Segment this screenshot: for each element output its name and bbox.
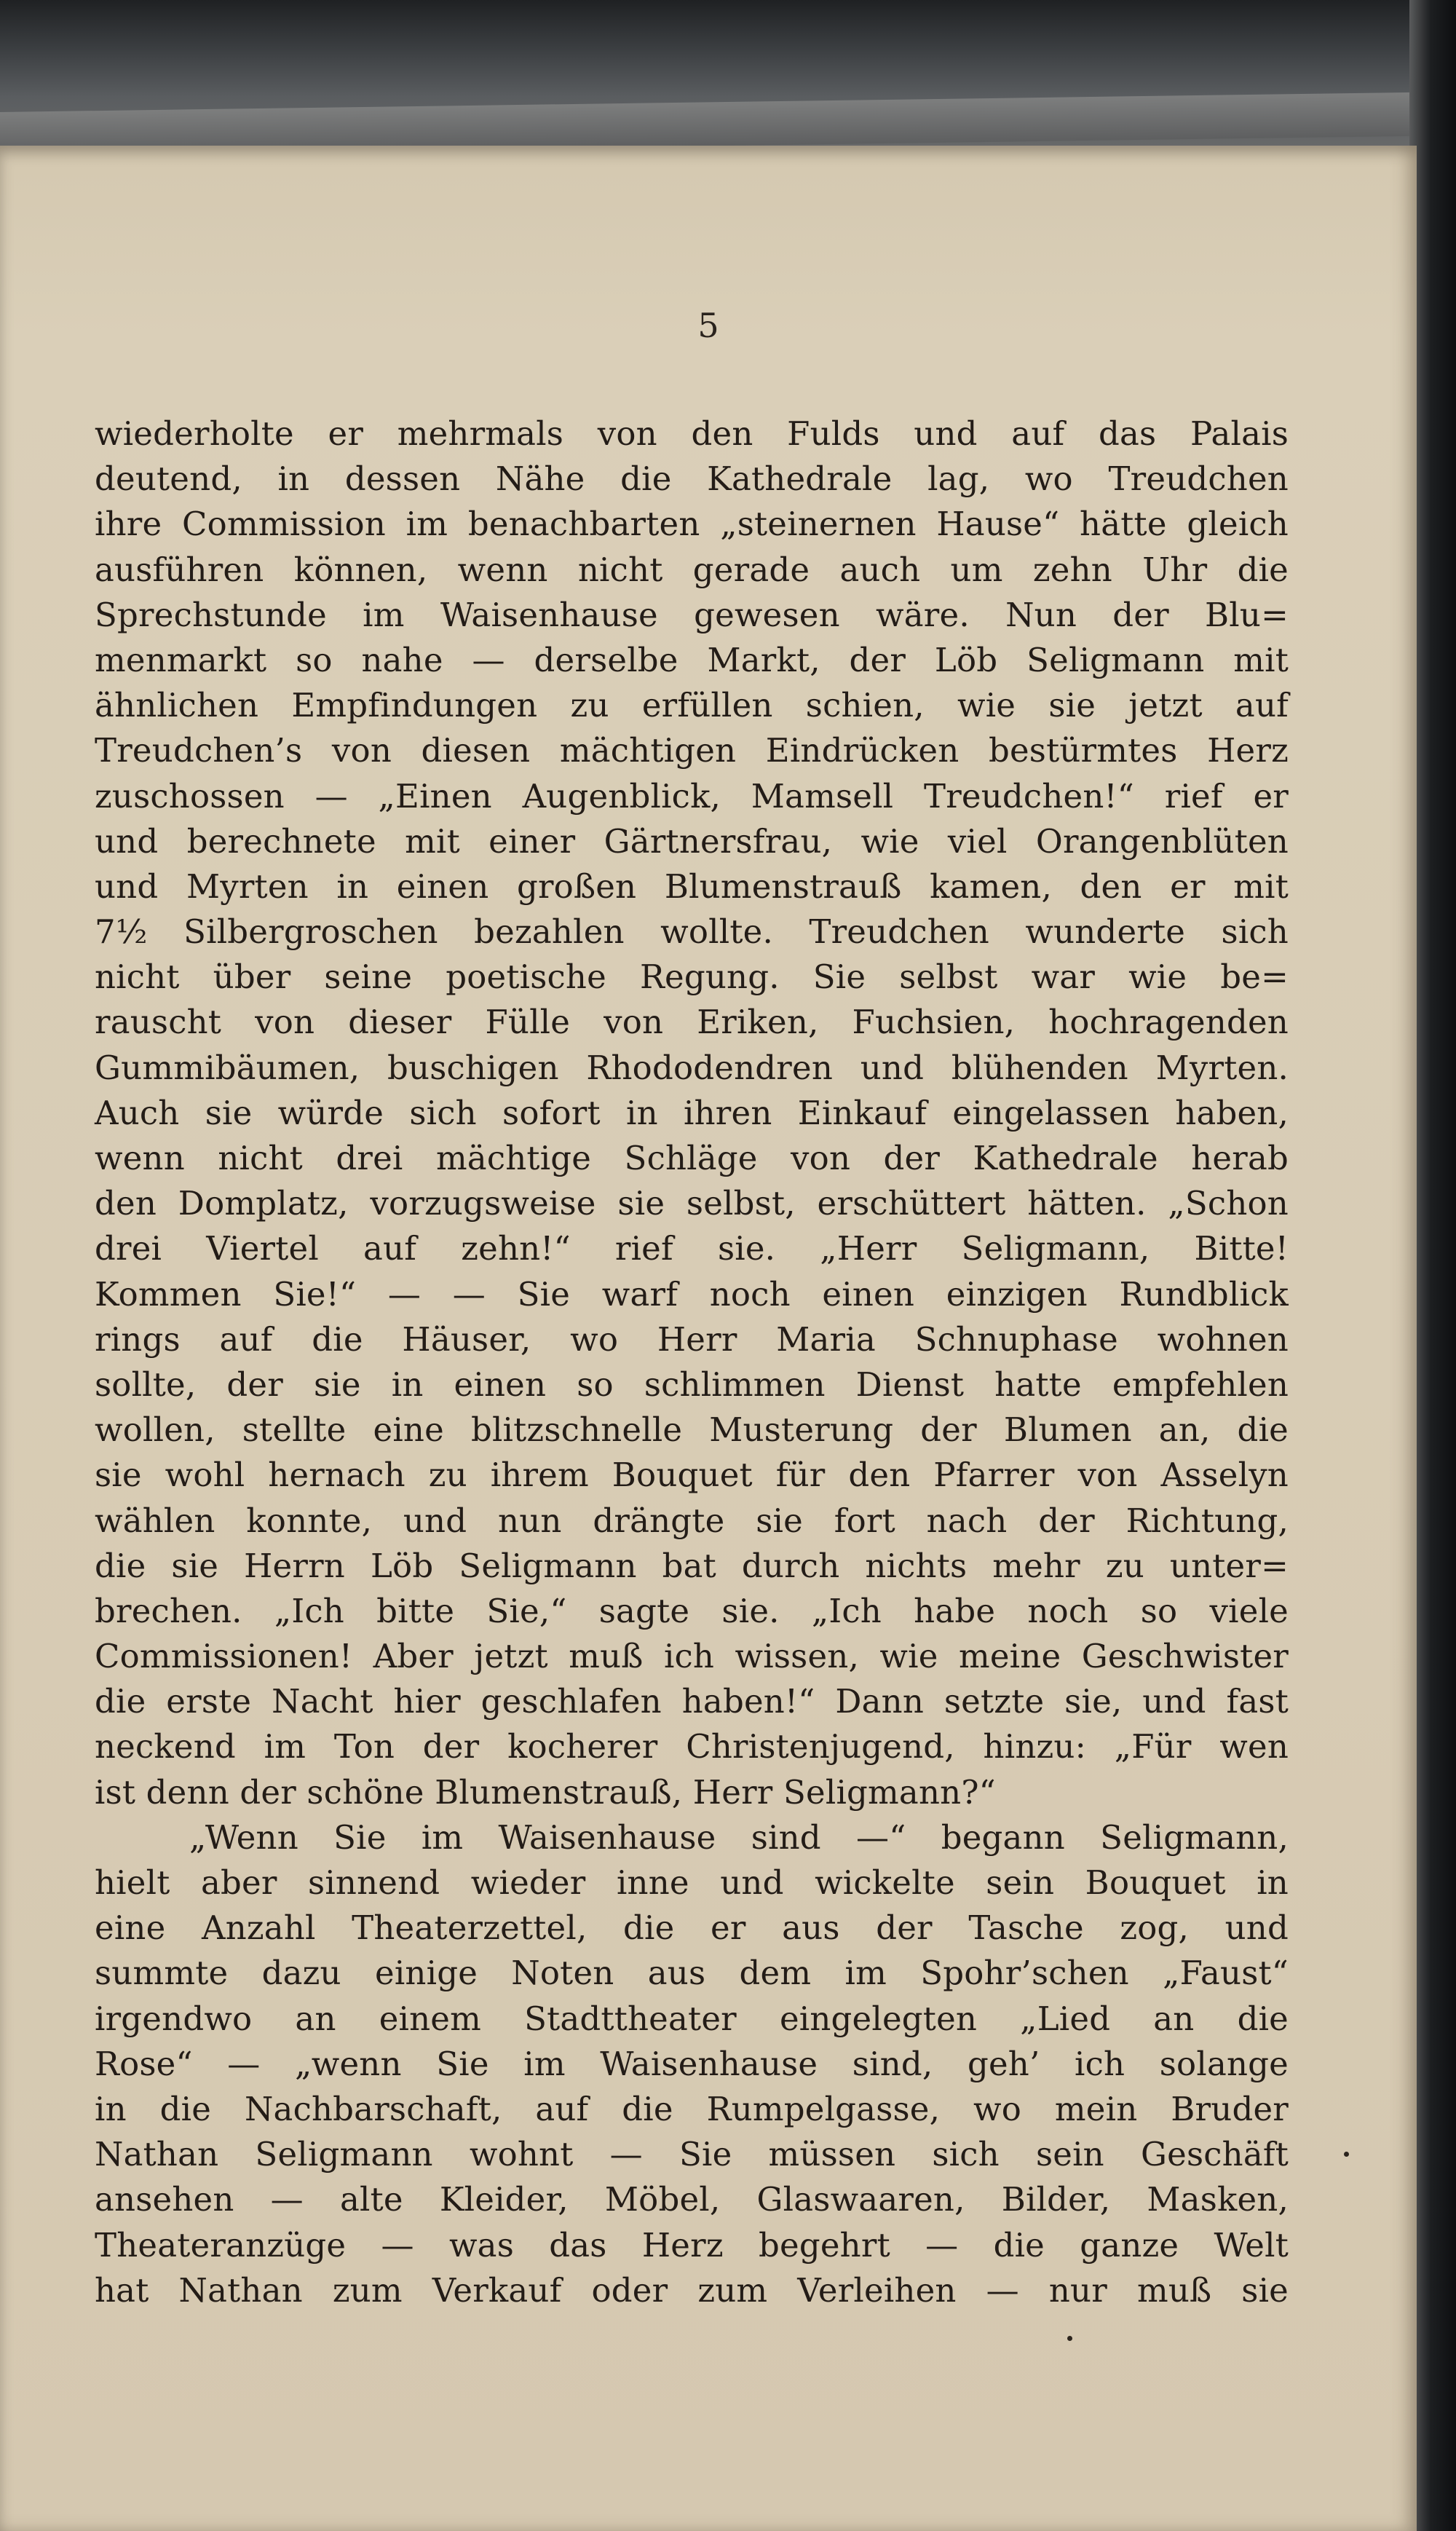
text-line: Sprechstunde im Waisenhause gewesen wäre. Nun der Blu=	[95, 595, 1289, 634]
text-line: nicht über seine poetische Regung. Sie selbst war wie be=	[95, 957, 1289, 997]
text-line: und Myrten in einen großen Blumenstrauß kamen, den er mit	[95, 866, 1289, 906]
text-line: die erste Nacht hier geschlafen haben!“ Dann setzte sie, und fast	[95, 1682, 1289, 1721]
page-number: 5	[697, 306, 719, 345]
text-line: sollte, der sie in einen so schlimmen Dienst hatte empfehlen	[95, 1365, 1289, 1404]
text-line: hat Nathan zum Verkauf oder zum Verleihen — nur muß sie	[95, 2270, 1289, 2310]
text-line: in die Nachbarschaft, auf die Rumpelgasse, wo mein Bruder	[95, 2089, 1289, 2128]
text-line: hielt aber sinnend wieder inne und wickelte sein Bouquet in	[95, 1863, 1289, 1902]
text-line: brechen. „Ich bitte Sie,“ sagte sie. „Ich habe noch so viele	[95, 1591, 1289, 1630]
text-line: neckend im Ton der kocherer Christenjugend, hinzu: „Für wen	[95, 1727, 1289, 1766]
text-line: und berechnete mit einer Gärtnersfrau, wie viel Orangenblüten	[95, 821, 1289, 861]
text-line: wenn nicht drei mächtige Schläge von der Kathedrale herab	[95, 1139, 1289, 1177]
text-line: deutend, in dessen Nähe die Kathedrale lag, wo Treudchen	[95, 459, 1289, 499]
text-line: menmarkt so nahe — derselbe Markt, der Löb Seligmann mit	[95, 640, 1289, 679]
text-line: zuschossen — „Einen Augenblick, Mamsell Treudchen!“ rief er	[95, 776, 1289, 816]
text-line: wiederholte er mehrmals von den Fulds und auf das Palais	[95, 414, 1289, 453]
text-line: ist denn der schöne Blumenstrauß, Herr Seligmann?“	[95, 1772, 996, 1812]
text-line: Treudchen’s von diesen mächtigen Eindrücken bestürmtes Herz	[95, 731, 1289, 770]
text-line: ähnlichen Empfindungen zu erfüllen schien, wie sie jetzt auf	[95, 686, 1289, 725]
text-line: wählen konnte, und nun drängte sie fort nach der Richtung,	[95, 1501, 1289, 1540]
text-line: Kommen Sie!“ — — Sie warf noch einen einzigen Rundblick	[95, 1274, 1289, 1314]
text-line: eine Anzahl Theaterzettel, die er aus der Tasche zog, und	[95, 1908, 1289, 1948]
text-line: Theateranzüge — was das Herz begehrt — die ganze Welt	[95, 2225, 1289, 2265]
text-line: den Domplatz, vorzugsweise sie selbst, erschüttert hätten. „Schon	[95, 1184, 1289, 1223]
text-line: summte dazu einige Noten aus dem im Spohr’schen „Faust“	[95, 1954, 1289, 1993]
text-line: rings auf die Häuser, wo Herr Maria Schnuphase wohnen	[95, 1319, 1289, 1359]
text-line: irgendwo an einem Stadttheater eingelegten „Lied an die	[95, 1999, 1289, 2038]
paper-speck	[1344, 2152, 1349, 2157]
text-line: sie wohl hernach zu ihrem Bouquet für den Pfarrer von Asselyn	[95, 1456, 1289, 1495]
text-line: wollen, stellte eine blitzschnelle Musterung der Blumen an, die	[95, 1410, 1289, 1450]
text-line: Nathan Seligmann wohnt — Sie müssen sich sein Geschäft	[95, 2135, 1289, 2174]
text-line: ausführen können, wenn nicht gerade auch um zehn Uhr die	[95, 550, 1289, 589]
text-line: „Wenn Sie im Waisenhause sind —“ begann Seligmann,	[189, 1817, 1289, 1857]
text-line: Commissionen! Aber jetzt muß ich wissen, wie meine Geschwister	[95, 1637, 1289, 1676]
paper-speck	[1067, 2336, 1072, 2341]
body-text	[95, 411, 1289, 2313]
text-line: ansehen — alte Kleider, Möbel, Glaswaaren, Bilder, Masken,	[95, 2180, 1289, 2219]
text-line: ihre Commission im benachbarten „steinernen Hause“ hätte gleich	[95, 505, 1289, 544]
text-line: Rose“ — „wenn Sie im Waisenhause sind, geh’ ich solange	[95, 2044, 1289, 2083]
text-line: rauscht von dieser Fülle von Eriken, Fuchsien, hochragenden	[95, 1003, 1289, 1042]
text-line: Auch sie würde sich sofort in ihren Einkauf eingelassen haben,	[95, 1093, 1289, 1132]
text-line: drei Viertel auf zehn!“ rief sie. „Herr Seligmann, Bitte!	[95, 1229, 1289, 1268]
text-line: die sie Herrn Löb Seligmann bat durch nichts mehr zu unter=	[95, 1546, 1289, 1585]
text-line: Gummibäumen, buschigen Rhododendren und blühenden Myrten.	[95, 1048, 1289, 1087]
text-line: 7½ Silbergroschen bezahlen wollte. Treudchen wunderte sich	[95, 912, 1289, 952]
